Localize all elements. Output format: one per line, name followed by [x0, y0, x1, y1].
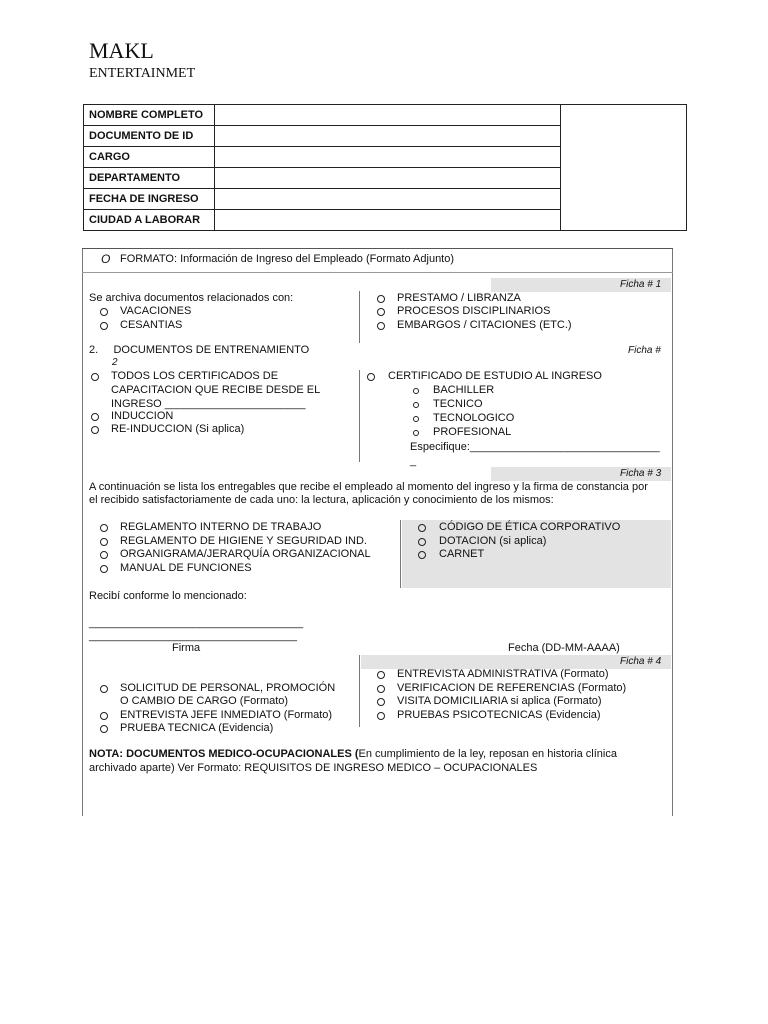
frame-top: [82, 248, 673, 249]
checkbox-icon[interactable]: [377, 712, 385, 720]
ficha3-tag: Ficha # 3: [620, 468, 662, 479]
ficha1-intro: Se archiva documentos relacionados con:: [89, 292, 294, 304]
checkbox-icon[interactable]: [100, 524, 108, 532]
list-item: PRUEBA TECNICA (Evidencia): [120, 722, 274, 734]
checkbox-icon[interactable]: [418, 524, 426, 532]
list-item: CERTIFICADO DE ESTUDIO AL INGRESO: [388, 370, 602, 382]
checkbox-icon[interactable]: [418, 551, 426, 559]
fecha-label: Fecha (DD-MM-AAAA): [508, 642, 620, 654]
ficha2-tag-number: 2: [112, 357, 118, 368]
checkbox-icon[interactable]: [367, 373, 375, 381]
list-item: CESANTIAS: [120, 319, 183, 331]
list-item: TECNICO: [433, 398, 483, 410]
firma-label: Firma: [172, 642, 201, 654]
recibi-text: Recibí conforme lo mencionado:: [89, 590, 247, 602]
list-item: REGLAMENTO DE HIGIENE Y SEGURIDAD IND.: [120, 535, 367, 547]
ficha1-tag: Ficha # 1: [620, 279, 662, 290]
checkbox-icon[interactable]: [377, 671, 385, 679]
checkbox-icon[interactable]: [91, 373, 99, 381]
list-item: REGLAMENTO INTERNO DE TRABAJO: [120, 521, 322, 533]
checkbox-icon[interactable]: [100, 712, 108, 720]
frame-right: [672, 248, 673, 816]
checkbox-icon[interactable]: [100, 538, 108, 546]
field-label: FECHA DE INGRESO: [84, 189, 215, 210]
field-value[interactable]: [215, 126, 561, 147]
list-item: DOTACION (si aplica): [439, 535, 547, 547]
checkbox-icon[interactable]: [377, 308, 385, 316]
bullet-icon[interactable]: [413, 430, 419, 436]
list-item: RE-INDUCCION (Si aplica): [111, 423, 245, 435]
frame-left: [82, 248, 83, 816]
company-name: MAKL: [89, 38, 154, 63]
checkbox-icon[interactable]: [100, 725, 108, 733]
checkbox-icon[interactable]: [91, 426, 99, 434]
ficha3-divider: [400, 520, 401, 588]
list-item: ENTREVISTA JEFE INMEDIATO (Formato): [120, 709, 333, 721]
ficha2-tag: Ficha #: [628, 345, 661, 356]
list-item: INDUCCION: [111, 410, 174, 422]
especifique-field: _: [410, 455, 417, 467]
field-value[interactable]: [215, 189, 561, 210]
list-item: O CAMBIO DE CARGO (Formato): [120, 695, 289, 707]
list-item: BACHILLER: [433, 384, 495, 396]
field-label: DOCUMENTO DE ID: [84, 126, 215, 147]
ficha3-intro: A continuación se lista los entregables que recibe el empleado al momento del ingreso y la firma de constancia por: [89, 481, 648, 493]
list-item: PRESTAMO / LIBRANZA: [397, 292, 521, 304]
checkbox-icon[interactable]: [100, 308, 108, 316]
nota-rest: En cumplimiento de la ley, reposan en historia clínica: [358, 748, 617, 760]
company-subtitle: ENTERTAINMET: [89, 66, 196, 81]
checkbox-icon[interactable]: [100, 551, 108, 559]
checkbox-icon[interactable]: [91, 413, 99, 421]
cert-line: INGRESO _______________________: [111, 398, 306, 410]
formato-text: FORMATO: Información de Ingreso del Empleado (Formato Adjunto): [120, 253, 455, 265]
bullet-icon[interactable]: [413, 388, 419, 394]
signature-line[interactable]: ___________________________________: [89, 617, 304, 629]
list-item: VISITA DOMICILIARIA si aplica (Formato): [397, 695, 602, 707]
checkbox-icon[interactable]: [377, 322, 385, 330]
list-item: ORGANIGRAMA/JERARQUÍA ORGANIZACIONAL: [120, 548, 371, 560]
ficha2-heading: 2. DOCUMENTOS DE ENTRENAMIENTO: [89, 344, 310, 356]
checkbox-icon[interactable]: [377, 295, 385, 303]
list-item: PRUEBAS PSICOTECNICAS (Evidencia): [397, 709, 601, 721]
checkbox-icon[interactable]: [377, 698, 385, 706]
ficha2-divider: [359, 370, 360, 462]
nota-bold: NOTA: DOCUMENTOS MEDICO-OCUPACIONALES (: [89, 748, 359, 760]
field-label: CARGO: [84, 147, 215, 168]
ficha4-divider: [359, 655, 360, 727]
list-item: CARNET: [439, 548, 485, 560]
field-value[interactable]: [215, 105, 561, 126]
ficha1-divider: [359, 291, 360, 343]
bullet-icon[interactable]: [413, 416, 419, 422]
list-item: TECNOLOGICO: [433, 412, 515, 424]
list-item: VACACIONES: [120, 305, 192, 317]
list-item: SOLICITUD DE PERSONAL, PROMOCIÓN: [120, 682, 336, 694]
field-value[interactable]: [215, 147, 561, 168]
signature-line[interactable]: __________________________________: [89, 630, 298, 642]
list-item: EMBARGOS / CITACIONES (ETC.): [397, 319, 572, 331]
cert-line: CAPACITACION QUE RECIBE DESDE EL: [111, 384, 321, 396]
list-item: ENTREVISTA ADMINISTRATIVA (Formato): [397, 668, 609, 680]
checkbox-icon[interactable]: [377, 685, 385, 693]
divider: [82, 272, 673, 273]
list-item: CÓDIGO DE ÉTICA CORPORATIVO: [439, 521, 621, 533]
checkbox-icon[interactable]: [100, 322, 108, 330]
cert-line: TODOS LOS CERTIFICADOS DE: [111, 370, 279, 382]
especifique-field[interactable]: Especifique:_______________________________: [410, 441, 660, 453]
nota-line: [89, 748, 617, 761]
ficha4-tag: Ficha # 4: [620, 656, 662, 667]
field-label: NOMBRE COMPLETO: [84, 105, 215, 126]
checkbox-icon[interactable]: [100, 565, 108, 573]
photo-box: [561, 105, 687, 231]
checkbox-icon[interactable]: [100, 685, 108, 693]
field-value[interactable]: [215, 210, 561, 231]
checkbox-icon[interactable]: [418, 538, 426, 546]
field-label: CIUDAD A LABORAR: [84, 210, 215, 231]
list-item: VERIFICACION DE REFERENCIAS (Formato): [397, 682, 627, 694]
list-item: PROCESOS DISCIPLINARIOS: [397, 305, 551, 317]
list-item: PROFESIONAL: [433, 426, 512, 438]
formato-bullet: O: [101, 252, 111, 266]
bullet-icon[interactable]: [413, 402, 419, 408]
employee-id-table: [83, 104, 687, 231]
ficha3-intro: el recibido satisfactoriamente de cada uno: la lectura, aplicación y conocimiento de los mismos:: [89, 494, 554, 506]
field-value[interactable]: [215, 168, 561, 189]
list-item: MANUAL DE FUNCIONES: [120, 562, 252, 574]
nota-line-2: archivado aparte) Ver Formato: REQUISITOS DE INGRESO MEDICO – OCUPACIONALES: [89, 762, 538, 774]
field-label: DEPARTAMENTO: [84, 168, 215, 189]
